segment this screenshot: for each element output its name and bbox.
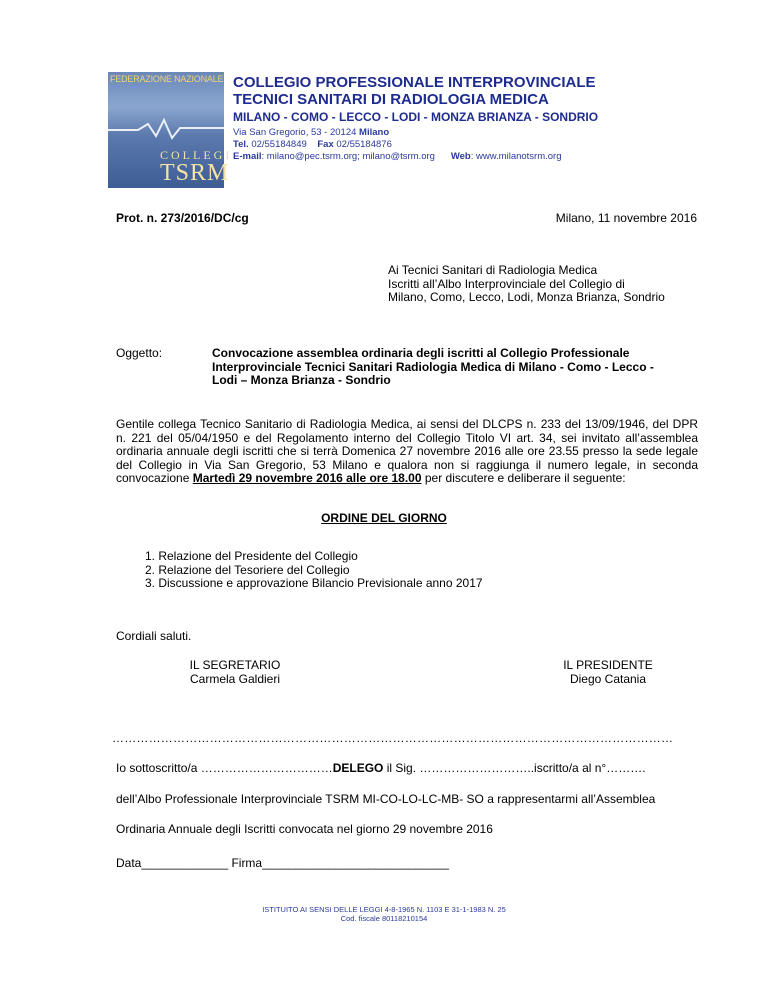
delega-keyword: DELEGO [332,761,384,775]
cut-line-separator: ………………………………………………………………………………………………………………………… [112,731,674,745]
signature-secretary [175,659,295,686]
document-date: Milano, 11 novembre 2016 [555,211,697,225]
fax-number: 02/55184876 [336,139,392,150]
body-text-emphasis: Martedì 29 novembre 2016 alle ore 18.00 [192,471,422,486]
fax-label: Fax [317,139,334,150]
logo-wave-graphic [108,116,224,146]
recipient-line-1: Ai Tecnici Sanitari di Radiologia Medica [388,263,598,277]
address-street: Via San Gregorio, 53 - 20124 [233,127,360,138]
delega-line-3: Ordinaria Annuale degli Iscritti convocata nel giorno 29 novembre 2016 [116,822,493,836]
subject-line-3: Lodi – Monza Brianza - Sondrio [212,373,391,388]
header-phone [233,139,392,151]
header-contacts [233,151,562,163]
delega-line-1 [116,762,646,776]
delega-line-1-start: Io sottoscritto/a …………………………… [116,761,333,775]
protocol-number: Prot. n. 273/2016/DC/cg [116,211,249,225]
address-city: Milano [359,127,390,138]
subject-label: Oggetto: [116,346,163,360]
tel-number: 02/55184849 [251,139,307,150]
recipient-line-3: Milano, Como, Lecco, Lodi, Monza Brianza, Sondrio [388,290,665,305]
body-text-before: Gentile collega Tecnico Sanitario di Radiologia Medica, ai sensi del DLCPS n. 233 del 13/09/1946, del DPR n. 221 del 05/04/1950 e del Regolamento interno del Collegio Titolo VI art. 34, sei invitato all’assemblea ordinaria annuale degli iscritti che si terrà Domenica 27 novembre 2016 alle ore 23.55 presso la sede legale del Collegio in Via San Gregorio, 53 Milano e qualora non si raggiunga il numero legale, in seconda convocazione [116,417,698,486]
president-name: Diego Catania [569,671,647,686]
subject-line-1: Convocazione assemblea ordinaria degli iscritti al Collegio Professionale [212,346,630,360]
email-text: : milano@pec.tsrm.org; milano@tsrm.org [261,151,435,162]
agenda-item: 3. Discussione e approvazione Bilancio Previsionale anno 2017 [145,576,483,591]
header-line-3: MILANO - COMO - LECCO - LODI - MONZA BRIANZA - SONDRIO [233,110,599,124]
date-signature-line: Data_____________ Firma____________________________ [116,856,449,870]
agenda-item: 2. Relazione del Tesoriere del Collegio [145,562,350,577]
agenda-title: ORDINE DEL GIORNO [321,511,447,525]
closing-greeting: Cordiali saluti. [116,629,192,643]
secretary-name: Carmela Galdieri [189,671,281,686]
body-paragraph [116,418,698,486]
web-text: : www.milanotsrm.org [470,151,562,162]
body-text-after: per discutere e deliberare il seguente: [421,471,626,486]
recipient-block [388,264,665,305]
logo-word-collegi: COLLEGI [160,148,233,162]
president-role: IL PRESIDENTE [563,658,653,672]
header-line-1: COLLEGIO PROFESSIONALE INTERPROVINCIALE [233,74,596,91]
logo-top-text: FEDERAZIONE NAZIONALE [110,74,224,84]
logo-word-tsrm: TSRM [160,160,230,186]
delega-line-2: dell’Albo Professionale Interprovinciale TSRM MI-CO-LO-LC-MB- SO a rappresentarmi all’Assemblea [116,792,656,806]
header-address [233,127,389,139]
logo [108,72,233,188]
signature-president [548,659,668,686]
delega-line-1-end: il Sig. ………………………..iscritto/a al n°………. [383,761,646,775]
subject-line-2: Interprovinciale Tecnici Sanitari Radiologia Medica di Milano - Como - Lecco - [212,359,654,374]
recipient-line-2: Iscritti all’Albo Interprovinciale del Collegio di [388,276,625,291]
footer-legal: ISTITUITO AI SENSI DELLE LEGGI 4-8-1965 N. 1103 E 31-1-1983 N. 25 [262,905,506,914]
agenda-item: 1. Relazione del Presidente del Collegio [145,549,358,563]
web-label: Web [450,151,471,162]
email-label: E-mail [233,151,262,162]
footer-fiscal-code: Cod. fiscale 80118210154 [340,914,428,923]
tel-label: Tel. [233,139,249,150]
agenda-list [145,550,483,591]
subject-text [212,347,702,388]
header-line-2: TECNICI SANITARI DI RADIOLOGIA MEDICA [233,91,549,108]
secretary-role: IL SEGRETARIO [189,658,281,672]
